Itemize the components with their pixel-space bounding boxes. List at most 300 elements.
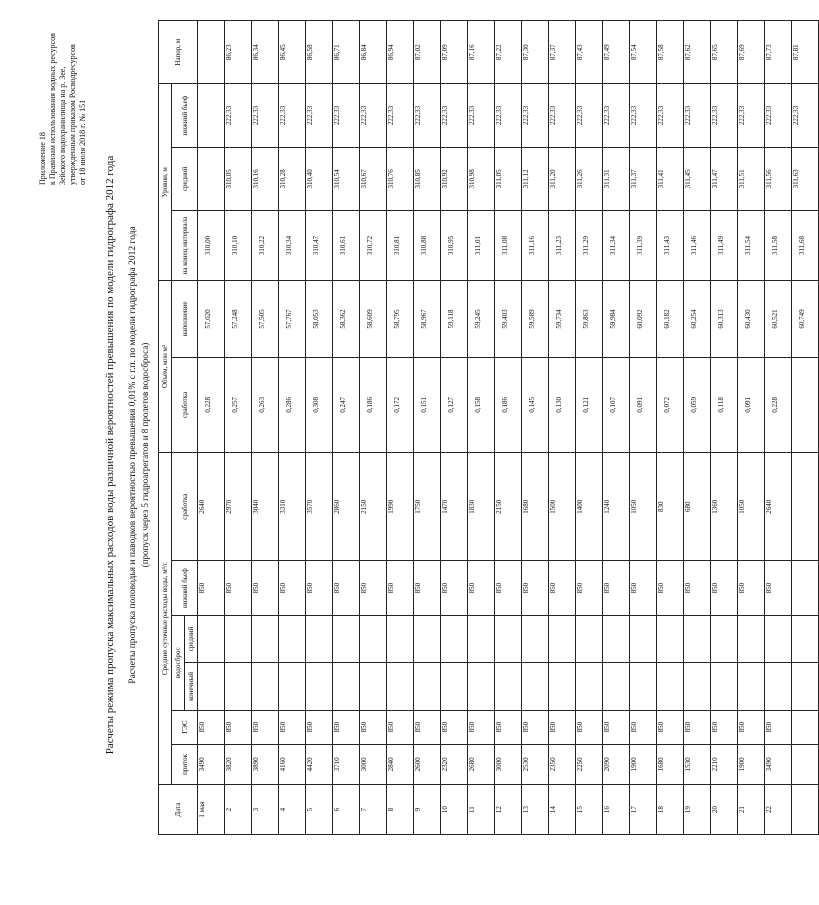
cell-draw-value: 2860 <box>333 499 341 514</box>
cell-date <box>468 785 495 835</box>
cell-spill-avg <box>414 615 441 662</box>
cell-lower-pool-value: 850 <box>738 582 746 594</box>
cell-head-value: 87,54 <box>630 44 638 61</box>
cell-level-avg-value: 311,56 <box>765 169 773 189</box>
cell-ges <box>657 710 684 744</box>
cell-date-value: 1 мая <box>198 801 206 818</box>
cell-head-value: 87,30 <box>522 44 530 61</box>
cell-ges-value: 850 <box>387 721 395 733</box>
cell-date-value: 7 <box>360 807 368 812</box>
cell-level-end-value: 311,08 <box>501 236 509 256</box>
cell-level-lower-value: 222,33 <box>630 105 638 126</box>
cell-inflow <box>198 744 225 785</box>
cell-draw-volume-value: 0,247 <box>339 397 347 413</box>
cell-inflow <box>630 744 657 785</box>
cell-fill-volume-value: 57,505 <box>258 309 266 329</box>
cell-level-end <box>225 210 252 280</box>
cell-date <box>414 785 441 835</box>
cell-level-lower <box>252 84 279 147</box>
appendix-line: от 18 июля 2018 г. № 151 <box>78 99 87 185</box>
cell-level-end <box>279 210 306 280</box>
table-body <box>198 21 819 835</box>
cell-head <box>387 21 414 84</box>
cell-level-avg-value: 310,85 <box>414 169 422 189</box>
cell-inflow <box>333 744 360 785</box>
cell-draw-value: 1990 <box>387 499 395 514</box>
cell-ges-value: 850 <box>468 721 476 733</box>
cell-inflow-value: 2090 <box>603 757 611 772</box>
cell-head-value: 87,65 <box>711 44 719 61</box>
cell-ges-value: 850 <box>279 721 287 733</box>
cell-level-avg <box>333 147 360 210</box>
cell-draw-volume <box>549 357 576 452</box>
cell-draw-volume-value: 0,121 <box>582 397 590 413</box>
cell-spill-final <box>198 663 225 710</box>
cell-date-value: 3 <box>252 807 260 812</box>
cell-level-end-value: 310,88 <box>420 235 428 256</box>
cell-fill-volume <box>603 281 630 358</box>
cell-level-lower-value: 222,33 <box>522 105 530 126</box>
cell-date <box>549 785 576 835</box>
cell-date <box>738 785 765 835</box>
cell-level-lower-value: 222,33 <box>279 105 287 126</box>
cell-fill-volume <box>468 281 495 358</box>
cell-head <box>684 21 711 84</box>
cell-level-end-value: 311,46 <box>690 236 698 256</box>
cell-level-lower <box>522 84 549 147</box>
cell-level-lower <box>549 84 576 147</box>
cell-draw-volume <box>792 357 819 452</box>
cell-level-end <box>333 210 360 280</box>
cell-inflow <box>414 744 441 785</box>
cell-ges <box>198 710 225 744</box>
cell-level-avg-value: 311,31 <box>603 169 611 189</box>
cell-level-lower <box>603 84 630 147</box>
cell-level-end <box>360 210 387 280</box>
cell-draw-volume-value: 0,130 <box>555 397 563 413</box>
cell-level-end <box>252 210 279 280</box>
cell-level-lower <box>711 84 738 147</box>
table-row <box>495 21 522 835</box>
cell-level-end-value: 311,29 <box>582 236 590 256</box>
cell-level-lower-value: 222,33 <box>360 105 368 126</box>
cell-lower-pool <box>279 561 306 615</box>
cell-level-lower-value: 222,33 <box>711 105 719 126</box>
cell-draw <box>387 452 414 561</box>
cell-level-end <box>441 210 468 280</box>
cell-fill-volume-value: 58,053 <box>312 309 320 329</box>
cell-head-value: 87,16 <box>468 44 476 61</box>
cell-draw-volume <box>468 357 495 452</box>
cell-level-avg-value: 310,98 <box>468 169 476 189</box>
cell-level-avg <box>441 147 468 210</box>
cell-lower-pool-value: 850 <box>522 582 530 594</box>
cell-head <box>522 21 549 84</box>
appendix-stamp <box>38 10 88 185</box>
cell-fill-volume <box>360 281 387 358</box>
cell-inflow <box>279 744 306 785</box>
cell-fill-volume <box>495 281 522 358</box>
cell-head-value: 87,81 <box>792 44 800 61</box>
cell-draw-value: 1050 <box>738 499 746 514</box>
cell-fill-volume-value: 58,967 <box>420 309 428 329</box>
cell-spill-final <box>765 663 792 710</box>
cell-level-avg <box>630 147 657 210</box>
cell-level-avg <box>468 147 495 210</box>
cell-level-end-value: 310,95 <box>447 235 455 256</box>
cell-spill-final <box>495 663 522 710</box>
cell-inflow <box>387 744 414 785</box>
cell-inflow <box>738 744 765 785</box>
cell-level-end <box>576 210 603 280</box>
cell-level-end-value: 311,23 <box>555 236 563 256</box>
cell-inflow <box>792 744 819 785</box>
cell-ges-value: 850 <box>684 721 692 733</box>
cell-level-lower <box>576 84 603 147</box>
cell-draw <box>333 452 360 561</box>
cell-level-end-value: 310,34 <box>285 235 293 256</box>
cell-level-avg <box>495 147 522 210</box>
cell-level-end-value: 311,01 <box>474 236 482 256</box>
cell-date-value: 5 <box>306 807 314 812</box>
cell-draw-volume-value: 0,228 <box>771 397 779 413</box>
cell-fill-volume <box>252 281 279 358</box>
cell-lower-pool <box>333 561 360 615</box>
cell-level-avg <box>279 147 306 210</box>
cell-ges <box>738 710 765 744</box>
cell-inflow <box>576 744 603 785</box>
cell-draw-volume-value: 0,158 <box>474 397 482 413</box>
cell-level-end-value: 311,39 <box>636 236 644 256</box>
cell-inflow-value: 3890 <box>252 757 260 772</box>
cell-level-end <box>684 210 711 280</box>
cell-ges <box>279 710 306 744</box>
appendix-line: к Правилам использования водных ресурсов <box>48 33 57 185</box>
header-flows-group: Средние суточные расходы воды, м³/с <box>159 452 172 784</box>
cell-draw-volume <box>306 357 333 452</box>
cell-level-lower <box>738 84 765 147</box>
cell-lower-pool-value: 850 <box>306 582 314 594</box>
cell-lower-pool-value: 850 <box>387 582 395 594</box>
cell-spill-avg <box>468 615 495 662</box>
cell-lower-pool-value: 850 <box>333 582 341 594</box>
cell-fill-volume <box>738 281 765 358</box>
cell-inflow-value: 1680 <box>657 757 665 772</box>
cell-draw-volume-value: 0,228 <box>204 397 212 413</box>
cell-date-value: 6 <box>333 807 341 812</box>
cell-level-end-value: 311,16 <box>528 236 536 256</box>
cell-level-lower-value: 222,33 <box>414 105 422 126</box>
table-row <box>360 21 387 835</box>
cell-draw-volume <box>252 357 279 452</box>
cell-head-value: 87,22 <box>495 44 503 61</box>
appendix-line: Приложение 18 <box>38 132 47 185</box>
cell-lower-pool-value: 850 <box>198 582 206 594</box>
cell-date <box>630 785 657 835</box>
cell-fill-volume <box>630 281 657 358</box>
cell-level-end-value: 310,72 <box>366 235 374 256</box>
cell-level-lower-value: 222,33 <box>738 105 746 126</box>
cell-fill-volume-value: 58,362 <box>339 309 347 329</box>
cell-inflow <box>252 744 279 785</box>
header-date: Дата <box>159 785 198 835</box>
cell-level-lower-value: 222,33 <box>387 105 395 126</box>
cell-ges <box>414 710 441 744</box>
cell-ges-value: 850 <box>225 721 233 733</box>
cell-inflow-value: 1530 <box>684 757 692 772</box>
cell-ges <box>522 710 549 744</box>
cell-inflow-value: 3000 <box>360 757 368 772</box>
cell-draw-value: 1830 <box>468 499 476 514</box>
cell-draw-volume <box>333 357 360 452</box>
cell-ges-value: 850 <box>630 721 638 733</box>
cell-ges <box>495 710 522 744</box>
cell-head-value: 86,23 <box>225 44 233 61</box>
cell-level-avg-value: 310,67 <box>360 169 368 189</box>
cell-date-value: 12 <box>495 806 503 814</box>
cell-head-value: 86,34 <box>252 44 260 61</box>
cell-draw <box>765 452 792 561</box>
cell-lower-pool <box>414 561 441 615</box>
cell-level-lower-value: 222,33 <box>252 105 260 126</box>
cell-ges-value: 850 <box>576 721 584 733</box>
cell-inflow-value: 3490 <box>765 757 773 772</box>
cell-date-value: 15 <box>576 806 584 814</box>
cell-level-end <box>603 210 630 280</box>
cell-fill-volume <box>333 281 360 358</box>
cell-head <box>441 21 468 84</box>
cell-spill-final <box>576 663 603 710</box>
cell-head <box>630 21 657 84</box>
cell-inflow <box>711 744 738 785</box>
cell-fill-volume-value: 59,984 <box>609 309 617 329</box>
cell-date-value: 14 <box>549 806 557 814</box>
cell-level-lower <box>360 84 387 147</box>
cell-head-value: 87,09 <box>441 44 449 61</box>
cell-level-avg <box>198 147 225 210</box>
cell-spill-final <box>441 663 468 710</box>
cell-draw-volume-value: 0,118 <box>717 397 725 413</box>
header-volume-group: Объем, млн м³ <box>159 281 172 453</box>
cell-ges-value: 850 <box>252 721 260 733</box>
header-spillway: водосброс <box>172 615 185 710</box>
cell-spill-final <box>738 663 765 710</box>
cell-level-lower-value: 222,33 <box>225 105 233 126</box>
cell-level-avg <box>738 147 765 210</box>
cell-spill-final <box>306 663 333 710</box>
cell-ges <box>576 710 603 744</box>
cell-ges-value: 850 <box>441 721 449 733</box>
cell-fill-volume-value: 60,749 <box>798 309 806 329</box>
header-inflow: приток <box>172 744 198 785</box>
cell-level-avg <box>711 147 738 210</box>
header-draw: сработка <box>172 452 198 561</box>
cell-draw-volume <box>684 357 711 452</box>
cell-level-lower-value: 222,33 <box>468 105 476 126</box>
table-row <box>684 21 711 835</box>
cell-level-avg-value: 310,76 <box>387 169 395 189</box>
cell-draw-value: 1500 <box>549 499 557 514</box>
cell-spill-avg <box>198 615 225 662</box>
cell-draw-value: 2640 <box>765 499 773 514</box>
document-subtitle: Расчеты пропуска половодья и паводков вероятностью превышения 0,01% с г.п. по модели гидрографа 2012 года <box>128 226 138 684</box>
cell-level-avg <box>414 147 441 210</box>
cell-level-end-value: 310,00 <box>204 235 212 256</box>
cell-spill-final <box>684 663 711 710</box>
cell-ges-value: 850 <box>711 721 719 733</box>
cell-fill-volume-value: 59,245 <box>474 309 482 329</box>
cell-inflow <box>468 744 495 785</box>
cell-level-lower <box>333 84 360 147</box>
cell-ges-value: 850 <box>333 721 341 733</box>
cell-ges <box>306 710 333 744</box>
cell-fill-volume <box>711 281 738 358</box>
cell-lower-pool-value: 850 <box>549 582 557 594</box>
cell-ges-value: 850 <box>657 721 665 733</box>
cell-level-end <box>630 210 657 280</box>
cell-draw-volume <box>387 357 414 452</box>
cell-level-avg-value: 311,63 <box>792 169 800 189</box>
cell-head-value: 86,58 <box>306 44 314 61</box>
cell-level-avg-value: 310,05 <box>225 169 233 189</box>
header-spill-final: конечный <box>185 663 198 710</box>
cell-draw-value: 830 <box>657 501 665 512</box>
cell-level-avg-value: 310,16 <box>252 169 260 189</box>
cell-spill-avg <box>630 615 657 662</box>
cell-draw-volume <box>225 357 252 452</box>
cell-draw <box>225 452 252 561</box>
cell-draw <box>684 452 711 561</box>
cell-level-avg-value: 311,51 <box>738 169 746 189</box>
cell-ges-value: 850 <box>738 721 746 733</box>
cell-lower-pool <box>495 561 522 615</box>
cell-ges <box>549 710 576 744</box>
cell-lower-pool <box>306 561 333 615</box>
cell-level-avg <box>765 147 792 210</box>
cell-level-end-value: 311,68 <box>798 236 806 256</box>
cell-level-lower <box>387 84 414 147</box>
cell-level-end <box>711 210 738 280</box>
cell-fill-volume-value: 60,254 <box>690 309 698 329</box>
cell-lower-pool <box>765 561 792 615</box>
cell-draw-volume-value: 0,186 <box>366 397 374 413</box>
cell-head <box>198 21 225 84</box>
table-row <box>306 21 333 835</box>
table-row <box>468 21 495 835</box>
cell-draw-value: 680 <box>684 501 692 512</box>
cell-draw-value: 1050 <box>630 499 638 514</box>
cell-level-avg-value: 311,41 <box>657 169 665 189</box>
cell-lower-pool <box>657 561 684 615</box>
cell-date-value: 18 <box>657 806 665 814</box>
cell-level-end <box>414 210 441 280</box>
cell-level-avg-value: 311,05 <box>495 169 503 189</box>
cell-draw <box>198 452 225 561</box>
cell-date-value: 13 <box>522 806 530 814</box>
data-table <box>158 20 819 835</box>
cell-inflow <box>306 744 333 785</box>
cell-spill-final <box>711 663 738 710</box>
cell-head <box>495 21 522 84</box>
cell-lower-pool-value: 850 <box>360 582 368 594</box>
cell-ges <box>387 710 414 744</box>
cell-level-lower <box>225 84 252 147</box>
cell-head-value: 87,43 <box>576 44 584 61</box>
cell-ges <box>603 710 630 744</box>
cell-level-lower-value: 222,33 <box>684 105 692 126</box>
cell-spill-final <box>360 663 387 710</box>
cell-level-end <box>522 210 549 280</box>
header-head: Напор, м <box>159 21 198 84</box>
cell-fill-volume <box>576 281 603 358</box>
cell-inflow <box>225 744 252 785</box>
cell-head <box>468 21 495 84</box>
cell-date-value: 10 <box>441 806 449 814</box>
cell-head-value: 86,94 <box>387 44 395 61</box>
cell-fill-volume <box>387 281 414 358</box>
table-row <box>603 21 630 835</box>
cell-draw-value: 1750 <box>414 499 422 514</box>
cell-lower-pool <box>441 561 468 615</box>
cell-head <box>657 21 684 84</box>
cell-level-avg-value: 311,45 <box>684 169 692 189</box>
table-row <box>576 21 603 835</box>
cell-head <box>603 21 630 84</box>
cell-level-end-value: 311,34 <box>609 236 617 256</box>
cell-date <box>576 785 603 835</box>
cell-spill-final <box>468 663 495 710</box>
cell-level-avg <box>225 147 252 210</box>
cell-level-avg <box>657 147 684 210</box>
cell-level-lower-value: 222,33 <box>495 105 503 126</box>
cell-inflow-value: 3710 <box>333 757 341 772</box>
cell-draw <box>468 452 495 561</box>
cell-spill-avg <box>279 615 306 662</box>
cell-spill-avg <box>441 615 468 662</box>
cell-date-value: 20 <box>711 806 719 814</box>
cell-draw <box>360 452 387 561</box>
cell-ges-value: 850 <box>603 721 611 733</box>
cell-inflow <box>522 744 549 785</box>
cell-spill-avg <box>549 615 576 662</box>
cell-spill-avg <box>333 615 360 662</box>
cell-date-value: 9 <box>414 807 422 812</box>
cell-level-lower-value: 222,33 <box>441 105 449 126</box>
cell-date-value: 16 <box>603 806 611 814</box>
cell-spill-final <box>414 663 441 710</box>
cell-head <box>333 21 360 84</box>
cell-date <box>495 785 522 835</box>
cell-level-end-value: 311,49 <box>717 236 725 256</box>
cell-level-avg <box>387 147 414 210</box>
cell-draw-volume-value: 0,257 <box>231 397 239 413</box>
cell-draw-volume <box>360 357 387 452</box>
cell-level-end-value: 311,43 <box>663 236 671 256</box>
cell-fill-volume-value: 58,795 <box>393 309 401 329</box>
cell-level-end-value: 310,61 <box>339 235 347 256</box>
table-row <box>549 21 576 835</box>
cell-date <box>360 785 387 835</box>
cell-head-value: 86,84 <box>360 44 368 61</box>
cell-inflow-value: 3490 <box>198 757 206 772</box>
cell-fill-volume-value: 57,767 <box>285 309 293 329</box>
cell-draw-volume <box>279 357 306 452</box>
cell-level-avg <box>306 147 333 210</box>
cell-head-value: 87,62 <box>684 44 692 61</box>
table-row <box>279 21 306 835</box>
cell-lower-pool <box>603 561 630 615</box>
cell-lower-pool <box>522 561 549 615</box>
